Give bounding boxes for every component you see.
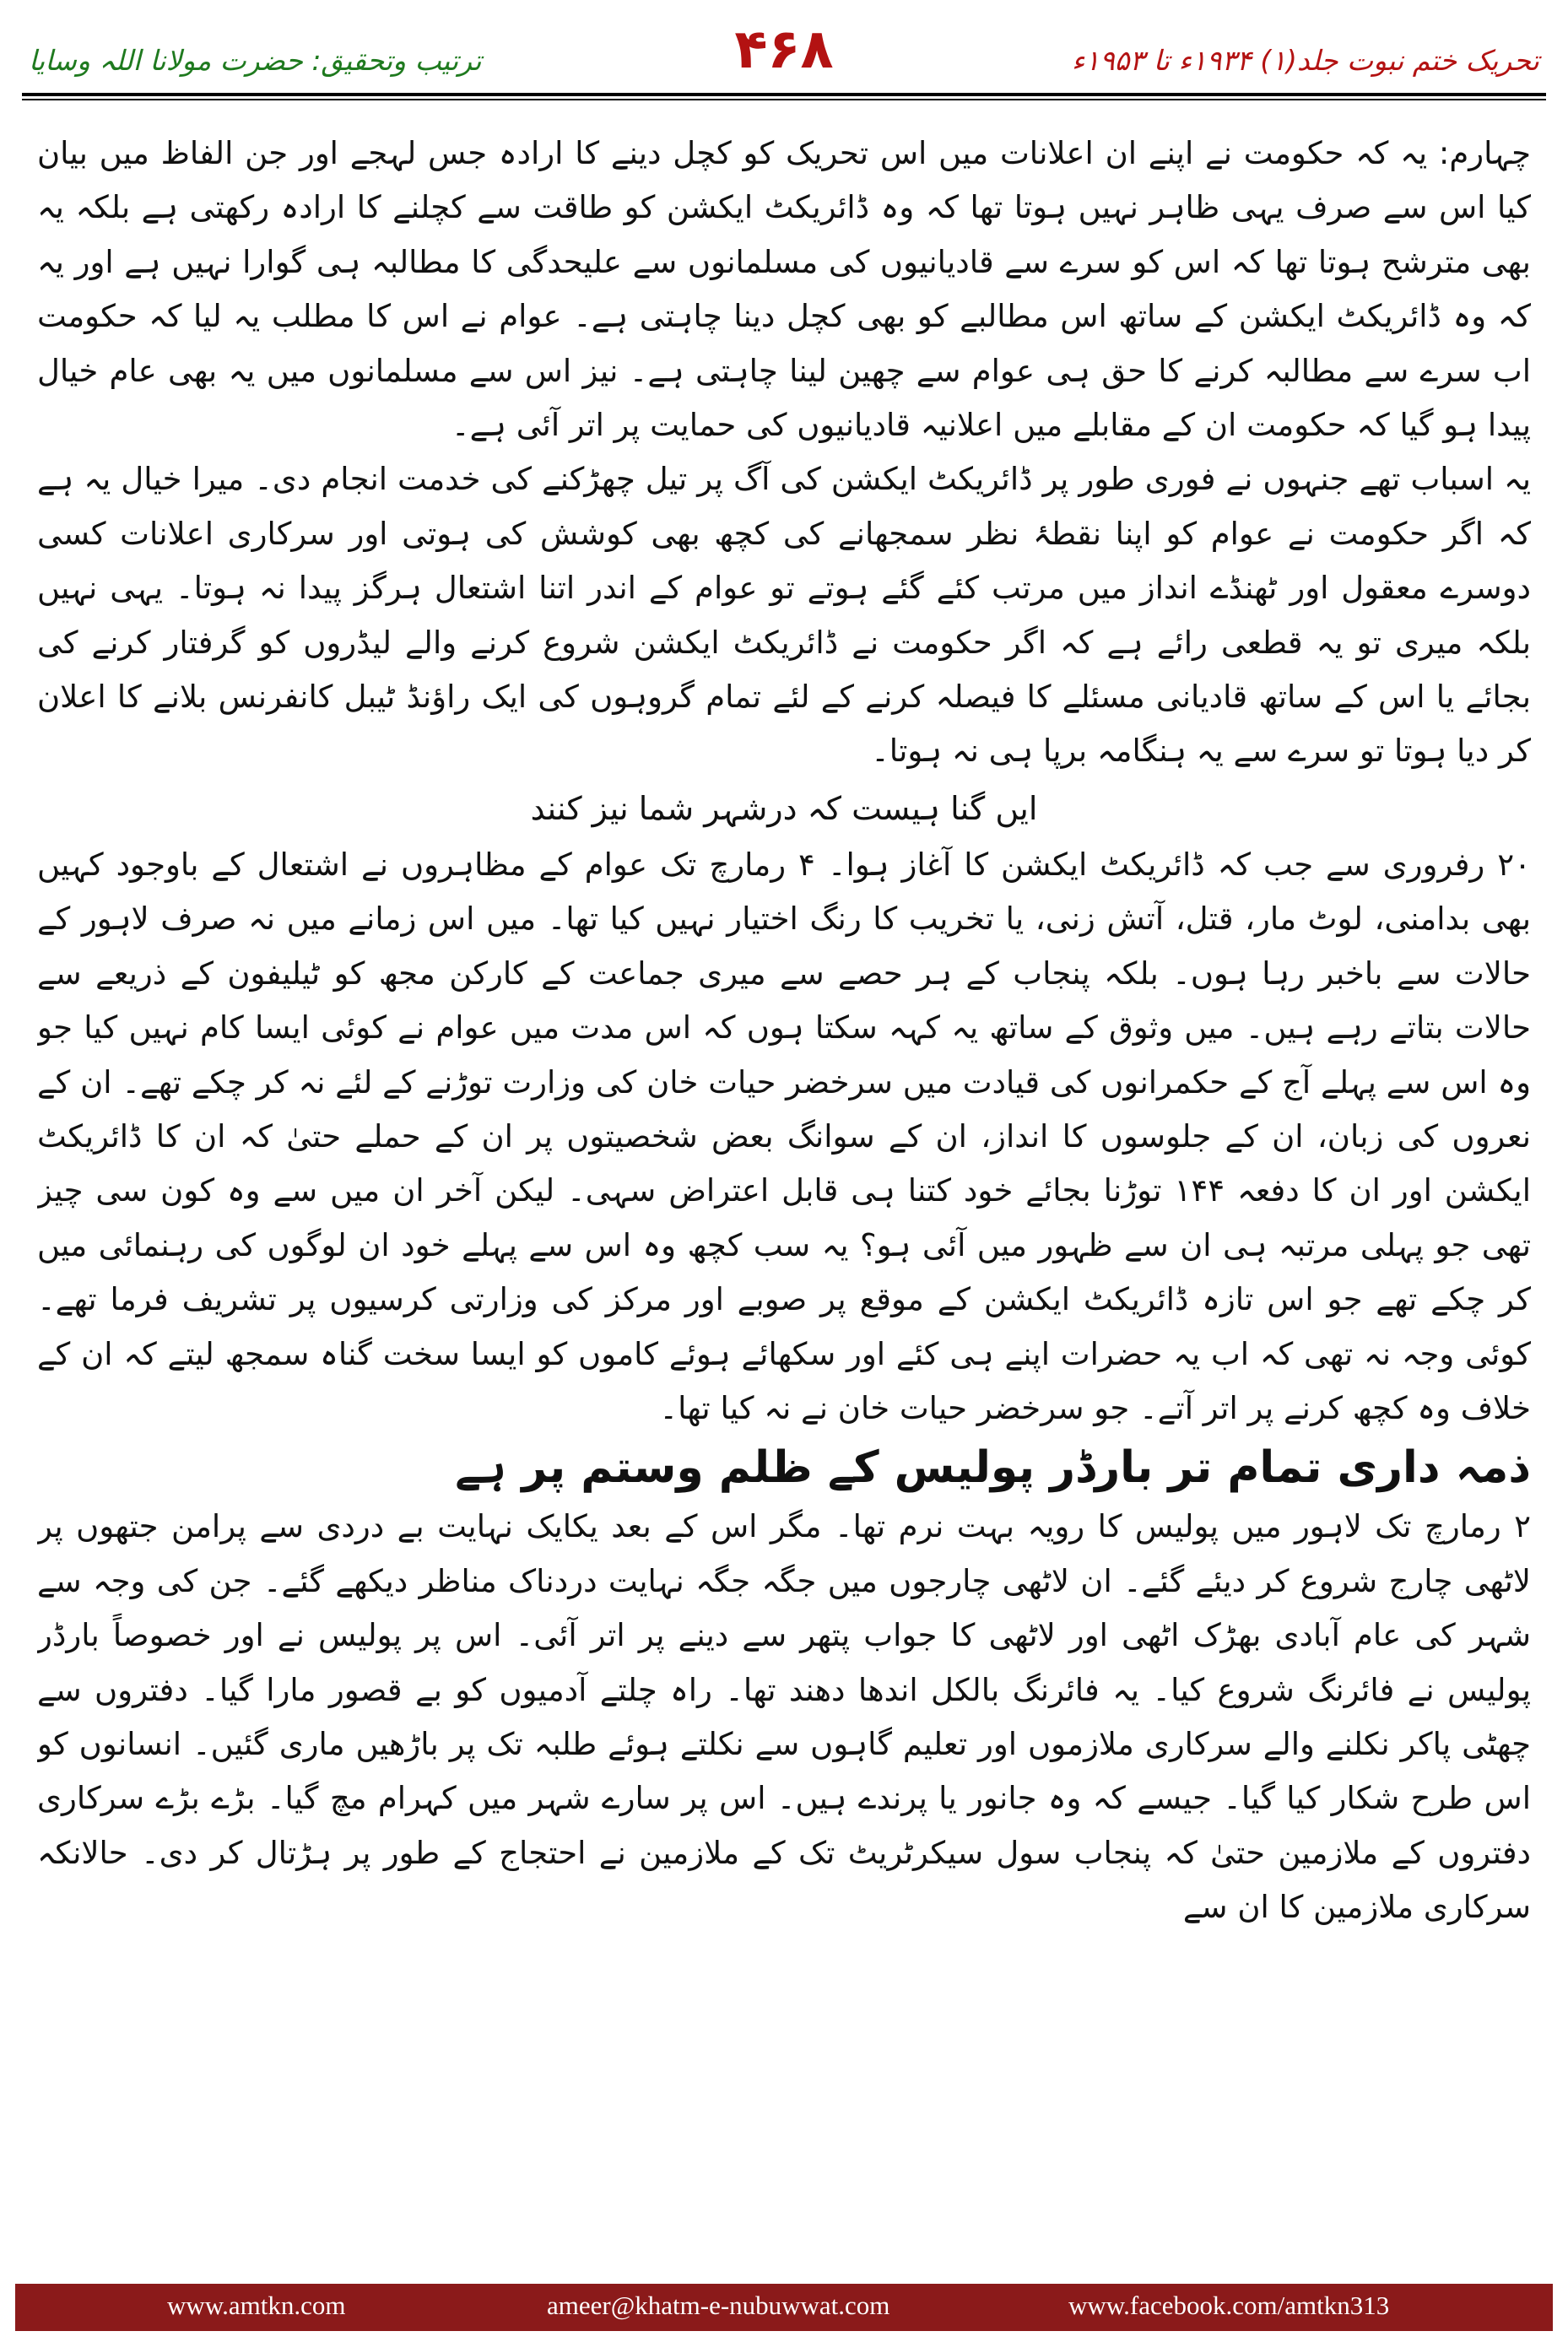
facebook-link[interactable]: www.facebook.com/amtkn313 <box>1068 2291 1390 2320</box>
book-title: تحریک ختم نبوت جلد(۱) ۱۹۳۴ء تا ۱۹۵۳ء <box>1071 44 1539 77</box>
paragraph-4: ۲ رمارچ تک لاہور میں پولیس کا رویہ بہت نرم تھا۔ مگر اس کے بعد یکایک نہایت بے دردی سے پرامن جتھوں پر لاٹھی چارج شروع کر دیئے گئے۔ ان لاٹھی چارجوں میں جگہ جگہ نہایت دردناک مناظر دیکھے گئے۔ جن کی وجہ سے شہر کی عام آبادی بھڑک اٹھی اور لاٹھی کا جواب پتھر سے دینے پر اتر آئی۔ اس پر پولیس نے اور خصوصاً بارڈر پولیس نے فائرنگ شروع کیا۔ یہ فائرنگ بالکل اندھا دھند تھا۔ راہ چلتے آدمیوں کو بے قصور مارا گیا۔ دفتروں سے چھٹی پاکر نکلنے والے سرکاری ملازموں اور تعلیم گاہوں سے نکلتے ہوئے طلبہ تک پر باڑھیں ماری گئیں۔ انسانوں کو اس طرح شکار کیا گیا۔ جیسے کہ وہ جانور یا پرندے ہیں۔ اس پر سارے شہر میں کہرام مچ گیا۔ بڑے بڑے سرکاری دفتروں کے ملازمین حتیٰ کہ پنجاب سول سیکرٹریٹ تک کے ملازمین نے احتجاج کے طور پر ہڑتال کر دی۔ حالانکہ سرکاری ملازمین کا ان سے <box>37 1508 1531 1926</box>
footer-bar <box>15 2284 1553 2331</box>
paragraph-2: یہ اسباب تھے جنہوں نے فوری طور پر ڈائریکٹ ایکشن کی آگ پر تیل چھڑکنے کی خدمت انجام دی۔ میرا خیال یہ ہے کہ اگر حکومت نے عوام کو اپنا نقطۂ نظر سمجھانے کی کچھ بھی کوشش کی ہوتی اور سرکاری اعلانات کسی دوسرے معقول اور ٹھنڈے انداز میں مرتب کئے گئے ہوتے تو عوام کے اندر اتنا اشتعال ہرگز پیدا نہ ہوتا۔ یہی نہیں بلکہ میری تو یہ قطعی رائے ہے کہ اگر حکومت نے ڈائریکٹ ایکشن شروع کرنے والے لیڈروں کو گرفتار کرنے کی بجائے یا اس کے ساتھ قادیانی مسئلے کا فیصلہ کرنے کے لئے تمام گروہوں کی ایک راؤنڈ ٹیبل کانفرنس بلانے کا اعلان کر دیا ہوتا تو سرے سے یہ ہنگامہ برپا ہی نہ ہوتا۔ <box>37 461 1531 770</box>
page-body <box>37 127 1531 2245</box>
paragraph-1: چہارم: یہ کہ حکومت نے اپنے ان اعلانات میں اس تحریک کو کچل دینے کا ارادہ جس لہجے اور جن الفاظ میں بیان کیا اس سے صرف یہی ظاہر نہیں ہوتا تھا کہ وہ ڈائریکٹ ایکشن کو طاقت سے کچلنے کا ارادہ رکھتی ہے بلکہ یہ بھی مترشح ہوتا تھا کہ اس کو سرے سے قادیانیوں کی مسلمانوں سے علیحدگی کا مطالبہ ہی گوارا نہیں ہے اور یہ کہ وہ ڈائریکٹ ایکشن کے ساتھ اس مطالبے کو بھی کچل دینا چاہتی ہے۔ عوام نے اس کا مطلب یہ لیا کہ حکومت اب سرے سے مطالبہ کرنے کا حق ہی عوام سے چھین لینا چاہتی ہے۔ نیز اس سے مسلمانوں میں یہ بھی عام خیال پیدا ہو گیا کہ حکومت ان کے مقابلے میں اعلانیہ قادیانیوں کی حمایت پر اتر آئی ہے۔ <box>37 135 1531 444</box>
page-header <box>0 0 1568 93</box>
section-heading: ذمہ داری تمام تر بارڈر پولیس کے ظلم وستم پر ہے <box>455 1442 1531 1494</box>
header-rule-thin <box>22 99 1546 100</box>
header-rule-thick <box>22 93 1546 96</box>
email-link[interactable]: ameer@khatm-e-nubuwwat.com <box>547 2291 890 2320</box>
website-link[interactable]: www.amtkn.com <box>167 2291 346 2320</box>
page-number: ۴۶۸ <box>734 19 834 81</box>
paragraph-3: ۲۰ رفروری سے جب کہ ڈائریکٹ ایکشن کا آغاز ہوا۔ ۴ رمارچ تک عوام کے مظاہروں نے اشتعال کے باوجود کہیں بھی بدامنی، لوٹ مار، قتل، آتش زنی، یا تخریب کا رنگ اختیار نہیں کیا تھا۔ میں اس زمانے میں نہ صرف لاہور کے حالات سے باخبر رہا ہوں۔ بلکہ پنجاب کے ہر حصے سے میری جماعت کے کارکن مجھ کو ٹیلیفون کے ذریعے سے حالات بتاتے رہے ہیں۔ میں وثوق کے ساتھ یہ کہہ سکتا ہوں کہ اس مدت میں عوام نے کوئی ایسا کام نہیں کیا جو وہ اس سے پہلے آج کے حکمرانوں کی قیادت میں سرخضر حیات خان کی وزارت توڑنے کے لئے نہ کر چکے تھے۔ ان کے نعروں کی زبان، ان کے جلوسوں کا انداز، ان کے سوانگ بعض شخصیتوں پر ان کے حملے حتیٰ کہ ان کا ڈائریکٹ ایکشن اور ان کا دفعہ ۱۴۴ توڑنا بجائے خود کتنا ہی قابل اعتراض سہی۔ لیکن آخر ان میں سے وہ کون سی چیز تھی جو پہلی مرتبہ ہی ان سے ظہور میں آئی ہو؟ یہ سب کچھ وہ اس سے پہلے خود ان لوگوں کی رہنمائی میں کر چکے تھے جو اس تازہ ڈائریکٹ ایکشن کے موقع پر صوبے اور مرکز کی وزارتی کرسیوں پر تشریف فرما تھے۔ کوئی وجہ نہ تھی کہ اب یہ حضرات اپنے ہی کئے اور سکھائے ہوئے کاموں کو ایسا سخت گناہ سمجھ لیتے کہ ان کے خلاف وہ کچھ کرنے پر اتر آتے۔ جو سرخضر حیات خان نے نہ کیا تھا۔ <box>37 846 1531 1426</box>
compiler-credit: ترتیب وتحقیق: حضرت مولانا اللہ وسایا <box>29 44 482 77</box>
persian-verse: ایں گنا ہیست کہ درشہر شما نیز کنند <box>530 789 1038 827</box>
